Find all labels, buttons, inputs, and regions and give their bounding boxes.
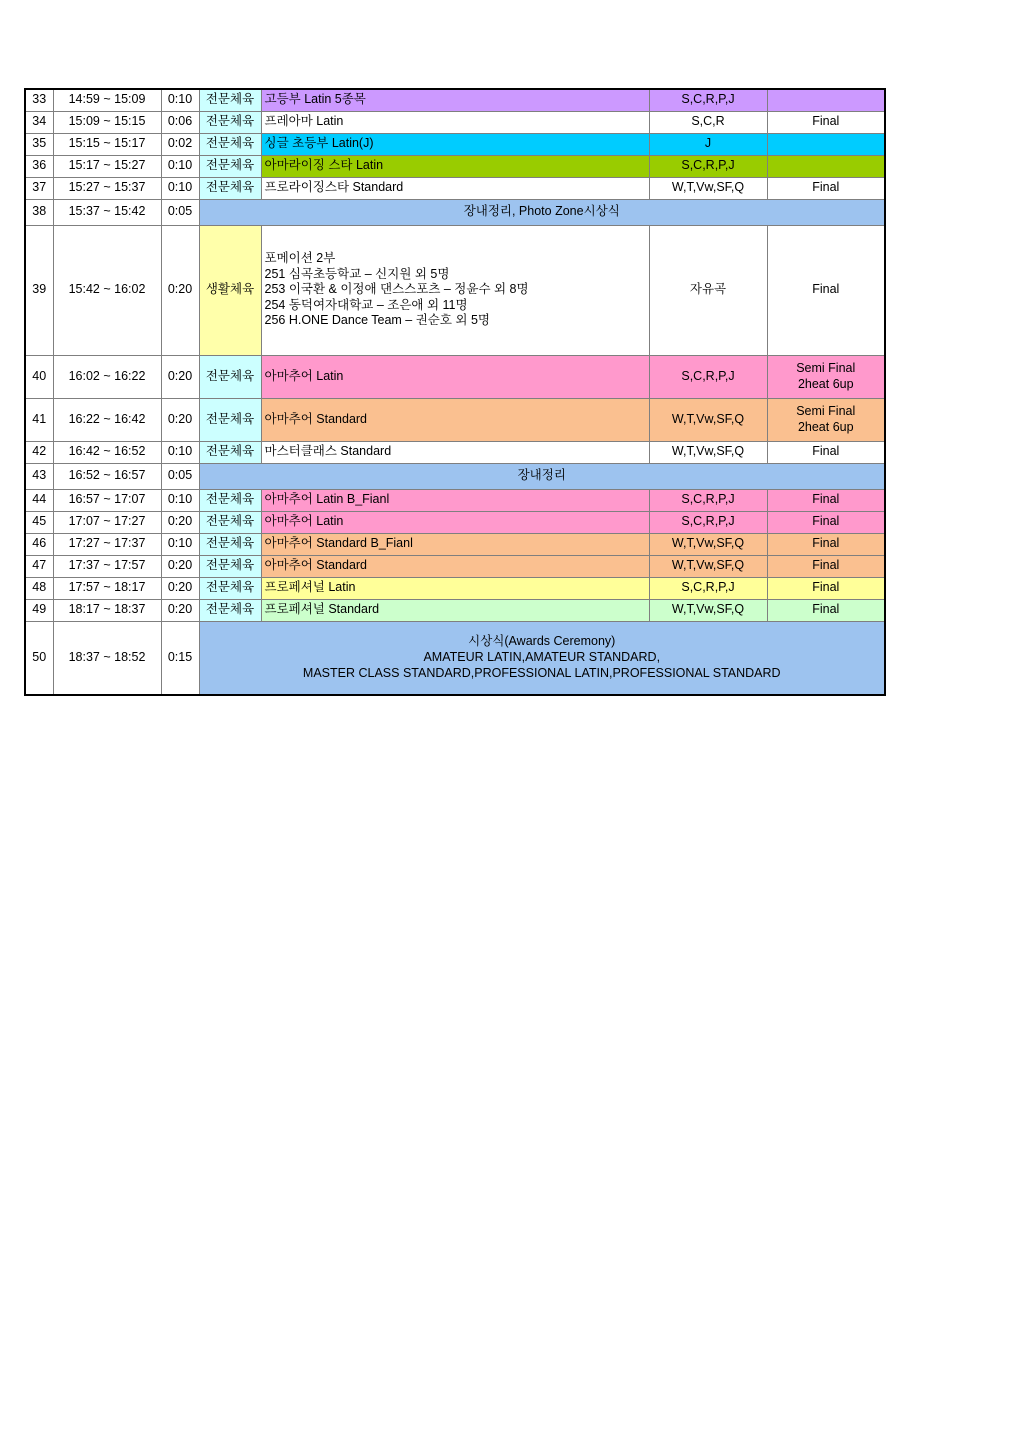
row-category-cell: 전문체육 bbox=[199, 577, 261, 599]
row-dances-cell: S,C,R,P,J bbox=[649, 89, 767, 111]
row-time-cell: 14:59 ~ 15:09 bbox=[53, 89, 161, 111]
row-time-cell: 16:02 ~ 16:22 bbox=[53, 355, 161, 398]
row-time-cell: 15:17 ~ 15:27 bbox=[53, 155, 161, 177]
row-duration-cell: 0:20 bbox=[161, 555, 199, 577]
row-category-cell: 전문체육 bbox=[199, 599, 261, 621]
row-event-cell: 고등부 Latin 5종목 bbox=[261, 89, 649, 111]
row-duration-cell: 0:02 bbox=[161, 133, 199, 155]
row-merged-note-cell: 장내정리, Photo Zone시상식 bbox=[199, 199, 885, 225]
row-duration-cell: 0:20 bbox=[161, 599, 199, 621]
row-time-cell: 15:09 ~ 15:15 bbox=[53, 111, 161, 133]
row-category-cell: 전문체육 bbox=[199, 89, 261, 111]
row-duration-cell: 0:10 bbox=[161, 155, 199, 177]
row-duration-cell: 0:05 bbox=[161, 463, 199, 489]
table-row bbox=[25, 355, 885, 398]
row-time-cell: 17:57 ~ 18:17 bbox=[53, 577, 161, 599]
row-category-cell: 전문체육 bbox=[199, 111, 261, 133]
table-row bbox=[25, 555, 885, 577]
table-row bbox=[25, 533, 885, 555]
table-row bbox=[25, 133, 885, 155]
row-duration-cell: 0:15 bbox=[161, 621, 199, 695]
row-time-cell: 16:42 ~ 16:52 bbox=[53, 441, 161, 463]
row-time-cell: 15:15 ~ 15:17 bbox=[53, 133, 161, 155]
row-event-cell: 아마추어 Standard bbox=[261, 398, 649, 441]
row-time-cell: 16:22 ~ 16:42 bbox=[53, 398, 161, 441]
row-time-cell: 15:27 ~ 15:37 bbox=[53, 177, 161, 199]
row-dances-cell: S,C,R,P,J bbox=[649, 489, 767, 511]
row-duration-cell: 0:20 bbox=[161, 398, 199, 441]
row-round-cell: Semi Final 2heat 6up bbox=[767, 355, 885, 398]
row-event-cell: 아마라이징 스타 Latin bbox=[261, 155, 649, 177]
row-round-cell: Final bbox=[767, 489, 885, 511]
table-row bbox=[25, 225, 885, 355]
row-number-cell: 33 bbox=[25, 89, 53, 111]
row-time-cell: 18:37 ~ 18:52 bbox=[53, 621, 161, 695]
row-time-cell: 17:27 ~ 17:37 bbox=[53, 533, 161, 555]
row-number-cell: 41 bbox=[25, 398, 53, 441]
row-category-cell: 전문체육 bbox=[199, 555, 261, 577]
row-event-cell: 포메이션 2부 251 심곡초등학교 – 신지원 외 5명 253 이국환 & 이정애 댄스스포츠 – 정윤수 외 8명 254 동덕여자대학교 – 조은애 외 11명 256 H.ONE Dance Team – 권순호 외 5명 bbox=[261, 225, 649, 355]
row-dances-cell: W,T,Vw,SF,Q bbox=[649, 599, 767, 621]
competition-schedule-table bbox=[24, 88, 886, 696]
row-number-cell: 46 bbox=[25, 533, 53, 555]
row-number-cell: 42 bbox=[25, 441, 53, 463]
row-round-cell: Final bbox=[767, 225, 885, 355]
table-row bbox=[25, 441, 885, 463]
row-number-cell: 39 bbox=[25, 225, 53, 355]
row-event-cell: 아마추어 Latin bbox=[261, 511, 649, 533]
row-category-cell: 전문체육 bbox=[199, 355, 261, 398]
table-row bbox=[25, 599, 885, 621]
row-number-cell: 35 bbox=[25, 133, 53, 155]
row-number-cell: 50 bbox=[25, 621, 53, 695]
row-category-cell: 전문체육 bbox=[199, 398, 261, 441]
row-category-cell: 전문체육 bbox=[199, 533, 261, 555]
row-number-cell: 44 bbox=[25, 489, 53, 511]
row-merged-note-cell: 시상식(Awards Ceremony) AMATEUR LATIN,AMATEUR STANDARD, MASTER CLASS STANDARD,PROFESSIONAL LATIN,PROFESSIONAL STANDARD bbox=[199, 621, 885, 695]
row-dances-cell: S,C,R,P,J bbox=[649, 155, 767, 177]
row-number-cell: 45 bbox=[25, 511, 53, 533]
table-row bbox=[25, 177, 885, 199]
row-number-cell: 37 bbox=[25, 177, 53, 199]
row-dances-cell: W,T,Vw,SF,Q bbox=[649, 441, 767, 463]
row-event-cell: 아마추어 Standard B_Fianl bbox=[261, 533, 649, 555]
row-dances-cell: J bbox=[649, 133, 767, 155]
row-duration-cell: 0:10 bbox=[161, 489, 199, 511]
row-duration-cell: 0:05 bbox=[161, 199, 199, 225]
row-dances-cell: S,C,R,P,J bbox=[649, 355, 767, 398]
row-round-cell: Final bbox=[767, 599, 885, 621]
row-round-cell: Final bbox=[767, 555, 885, 577]
row-round-cell bbox=[767, 133, 885, 155]
row-dances-cell: W,T,Vw,SF,Q bbox=[649, 398, 767, 441]
row-time-cell: 18:17 ~ 18:37 bbox=[53, 599, 161, 621]
schedule-rows bbox=[25, 89, 885, 695]
row-round-cell: Final bbox=[767, 577, 885, 599]
row-dances-cell: W,T,Vw,SF,Q bbox=[649, 533, 767, 555]
row-number-cell: 47 bbox=[25, 555, 53, 577]
row-event-cell: 싱글 초등부 Latin(J) bbox=[261, 133, 649, 155]
table-row bbox=[25, 621, 885, 695]
row-time-cell: 16:52 ~ 16:57 bbox=[53, 463, 161, 489]
table-row bbox=[25, 489, 885, 511]
row-duration-cell: 0:10 bbox=[161, 533, 199, 555]
row-duration-cell: 0:20 bbox=[161, 511, 199, 533]
row-dances-cell: S,C,R bbox=[649, 111, 767, 133]
row-duration-cell: 0:10 bbox=[161, 177, 199, 199]
row-event-cell: 아마추어 Latin B_Fianl bbox=[261, 489, 649, 511]
table-row bbox=[25, 111, 885, 133]
row-time-cell: 17:37 ~ 17:57 bbox=[53, 555, 161, 577]
row-round-cell: Final bbox=[767, 511, 885, 533]
row-round-cell: Final bbox=[767, 441, 885, 463]
row-time-cell: 17:07 ~ 17:27 bbox=[53, 511, 161, 533]
row-number-cell: 38 bbox=[25, 199, 53, 225]
row-number-cell: 36 bbox=[25, 155, 53, 177]
row-event-cell: 프레아마 Latin bbox=[261, 111, 649, 133]
row-time-cell: 15:42 ~ 16:02 bbox=[53, 225, 161, 355]
row-dances-cell: 자유곡 bbox=[649, 225, 767, 355]
row-event-cell: 프로페셔널 Latin bbox=[261, 577, 649, 599]
row-time-cell: 15:37 ~ 15:42 bbox=[53, 199, 161, 225]
row-category-cell: 전문체육 bbox=[199, 441, 261, 463]
table-row bbox=[25, 577, 885, 599]
row-event-cell: 아마추어 Standard bbox=[261, 555, 649, 577]
row-round-cell: Final bbox=[767, 111, 885, 133]
table-row bbox=[25, 398, 885, 441]
row-number-cell: 34 bbox=[25, 111, 53, 133]
row-dances-cell: W,T,Vw,SF,Q bbox=[649, 555, 767, 577]
row-number-cell: 49 bbox=[25, 599, 53, 621]
row-dances-cell: S,C,R,P,J bbox=[649, 511, 767, 533]
row-duration-cell: 0:10 bbox=[161, 89, 199, 111]
schedule-table-container bbox=[24, 88, 884, 696]
table-row bbox=[25, 511, 885, 533]
row-round-cell bbox=[767, 89, 885, 111]
row-round-cell: Final bbox=[767, 533, 885, 555]
row-number-cell: 43 bbox=[25, 463, 53, 489]
row-category-cell: 생활체육 bbox=[199, 225, 261, 355]
row-event-cell: 아마추어 Latin bbox=[261, 355, 649, 398]
row-dances-cell: W,T,Vw,SF,Q bbox=[649, 177, 767, 199]
row-duration-cell: 0:10 bbox=[161, 441, 199, 463]
row-round-cell: Final bbox=[767, 177, 885, 199]
row-number-cell: 48 bbox=[25, 577, 53, 599]
row-event-cell: 프로페셔널 Standard bbox=[261, 599, 649, 621]
row-duration-cell: 0:20 bbox=[161, 225, 199, 355]
row-category-cell: 전문체육 bbox=[199, 133, 261, 155]
table-row bbox=[25, 89, 885, 111]
table-row bbox=[25, 199, 885, 225]
row-duration-cell: 0:20 bbox=[161, 577, 199, 599]
table-row bbox=[25, 463, 885, 489]
row-number-cell: 40 bbox=[25, 355, 53, 398]
row-round-cell: Semi Final 2heat 6up bbox=[767, 398, 885, 441]
row-category-cell: 전문체육 bbox=[199, 511, 261, 533]
row-event-cell: 프로라이징스타 Standard bbox=[261, 177, 649, 199]
row-category-cell: 전문체육 bbox=[199, 489, 261, 511]
row-dances-cell: S,C,R,P,J bbox=[649, 577, 767, 599]
row-time-cell: 16:57 ~ 17:07 bbox=[53, 489, 161, 511]
table-row bbox=[25, 155, 885, 177]
row-event-cell: 마스터클래스 Standard bbox=[261, 441, 649, 463]
row-merged-note-cell: 장내정리 bbox=[199, 463, 885, 489]
row-duration-cell: 0:06 bbox=[161, 111, 199, 133]
row-category-cell: 전문체육 bbox=[199, 177, 261, 199]
row-round-cell bbox=[767, 155, 885, 177]
row-category-cell: 전문체육 bbox=[199, 155, 261, 177]
row-duration-cell: 0:20 bbox=[161, 355, 199, 398]
